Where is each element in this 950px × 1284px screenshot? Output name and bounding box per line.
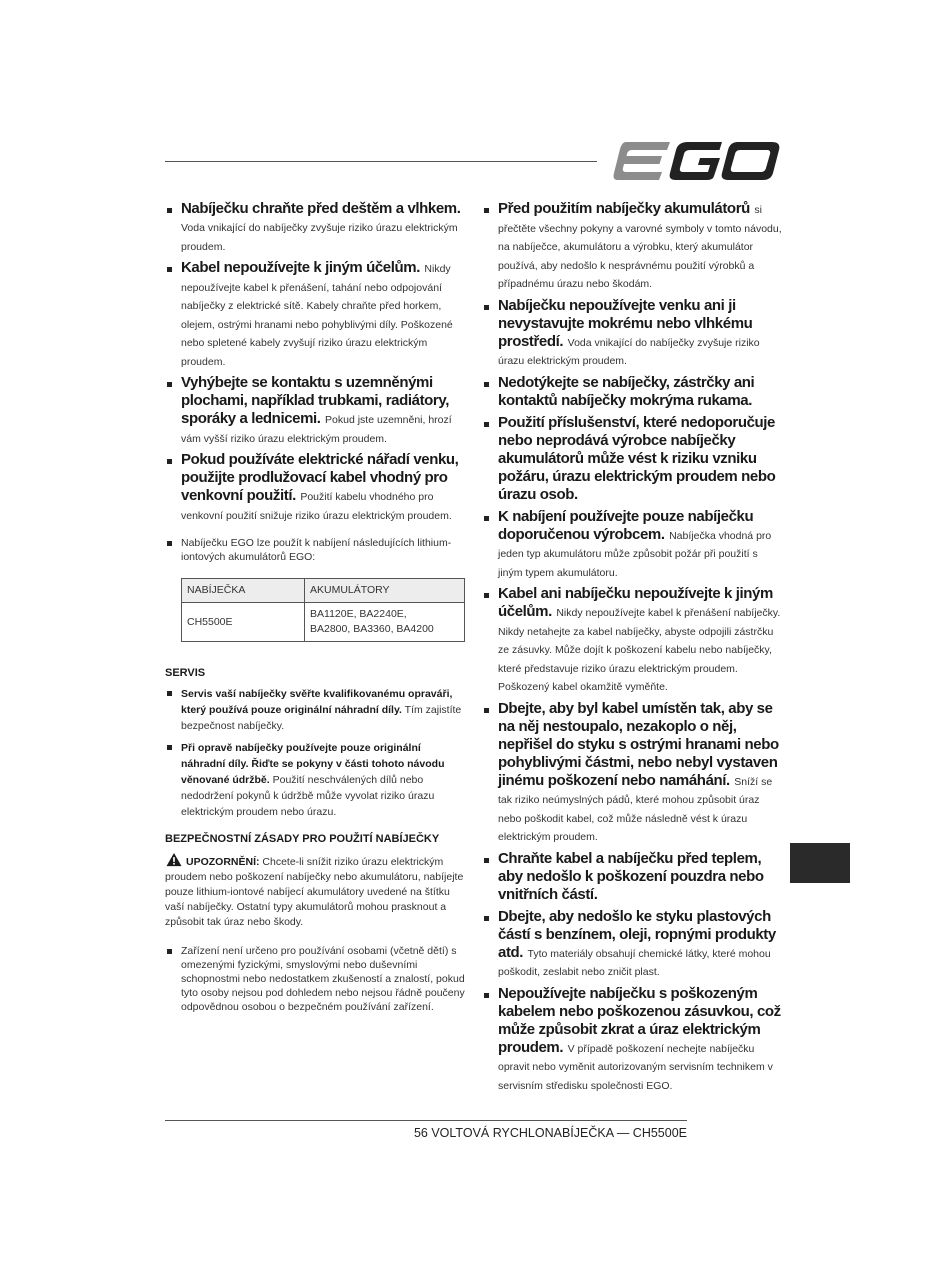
safety-item-heading: Před použitím nabíječky akumulátorů — [498, 200, 750, 217]
servis-item — [165, 686, 465, 734]
warning-triangle-icon — [165, 852, 183, 867]
page-footer: 56 VOLTOVÁ RYCHLONABÍJEČKA — CH5500E — [413, 1126, 687, 1140]
safety-item-text: Voda vnikající do nabíječky zvyšuje riziko úrazu elektrickým proudem. — [498, 336, 760, 367]
safety-item-text: Tyto materiály obsahují chemické látky, které mohou poškodit, zeslabit nebo zničit plast. — [498, 947, 771, 978]
safety-item — [482, 985, 782, 1095]
safety-item — [165, 200, 465, 255]
safety-item-heading: Nedotýkejte se nabíječky, zástrčky ani kontaktů nabíječky mokrýma rukama. — [498, 373, 755, 409]
servis-item-text: Tím zajistíte bezpečnost nabíječky. — [181, 704, 462, 732]
servis-title: SERVIS — [165, 667, 206, 679]
compat-table — [181, 578, 465, 642]
footer-rule — [165, 1120, 687, 1121]
safety-item — [482, 850, 782, 904]
safety-item — [165, 259, 465, 370]
safety-item-text: Nikdy nepoužívejte kabel k přenášení nabíječky. Nikdy netahejte za kabel nabíječky, abyste odpojili zástrčku ze zásuvky. Může dojít k poškození kabelu nebo nabíječky, které představuje riziko úrazu elektrickým proudem. Poškozený kabel okamžitě vyměňte. — [498, 607, 781, 693]
safety-item — [482, 508, 782, 582]
safety-item-text: Sníží se tak riziko neúmyslných pádů, které mohou způsobit úraz nebo poškodit kabel, což může následně vést k úrazu elektrickým proudem. — [498, 775, 773, 843]
safety-item-text: si přečtěte všechny pokyny a varovné symboly v tomto návodu, na nabíječce, akumulátoru a výrobku, který akumulátor používá, aby nedošlo k nesprávnému použití výrobků a případnému úrazu nebo škodám. — [498, 204, 782, 290]
language-tab — [790, 843, 850, 883]
safety-item-text: Nikdy nepoužívejte kabel k přenášení, tahání nebo odpojování nabíječky z elektrické sítě. Kabely chraňte před horkem, olejem, ostrými hranami nebo pohyblivými díly. Poškozené nebo spletené kabely zvyšují riziko úrazu elektrickým proudem. — [181, 263, 453, 368]
safety-item-heading: Kabel ani nabíječku nepoužívejte k jiným účelům. — [498, 585, 773, 620]
device-note: Zařízení není určeno pro používání osobami (včetně dětí) s omezenými fyzickými, smyslovými nebo duševními schopnostmi nebo nedostatkem zkušeností a znalostí, pokud tyto osoby nejsou pod dohledem nebo nejsou řádně poučeny odpovědnou osobou o bezpečném používání zařízení. — [165, 944, 465, 1014]
table-header-batteries: AKUMULÁTORY — [305, 579, 465, 603]
left-column — [165, 200, 465, 1020]
safety-item-text: V případě poškození nechejte nabíječku opravit nebo vyměnit autorizovaným servisním technikem v servisním středisku společnosti EGO. — [498, 1042, 773, 1092]
table-header-charger: NABÍJEČKA — [182, 579, 305, 603]
safety-item — [482, 585, 782, 696]
servis-item-text: Použití neschválených dílů nebo nedodržení pokynů k údržbě může vyvolat riziko úrazu elektrickým proudem nebo úrazu. — [181, 774, 435, 818]
safety-item-heading: Chraňte kabel a nabíječku před teplem, aby nedošlo k poškození pouzdra nebo vnitřních částí. — [498, 849, 764, 903]
ego-logo — [612, 140, 782, 182]
warning-paragraph: UPOZORNĚNÍ: Chcete-li snížit riziko úrazu elektrickým proudem nebo poškození nabíječky nebo akumulátoru, nabíjejte pouze lithium-iontové nabíjecí akumulátory uvedené na štítku vaší nabíječky. Ostatní typy akumulátorů mohou prasknout a způsobit tak úraz nebo škody. — [165, 852, 465, 930]
safety-item — [165, 374, 465, 447]
servis-item-bold: Servis vaší nabíječky svěřte kvalifikovanému opraváři, který používá pouze originální náhradní díly. — [181, 688, 453, 716]
safety-item-heading: Dbejte, aby nedošlo ke styku plastových částí s benzínem, oleji, ropnými produkty atd. — [498, 907, 776, 961]
safety-item-text: Voda vnikající do nabíječky zvyšuje riziko úrazu elektrickým proudem. — [181, 222, 458, 253]
table-cell-batteries: BA1120E, BA2240E, BA2800, BA3360, BA4200 — [305, 603, 465, 642]
safety-item-heading: Nepoužívejte nabíječku s poškozeným kabelem nebo poškozenou zásuvkou, což může způsobit zkrat a úraz elektrickým proudem. — [498, 984, 781, 1056]
safety-item-heading: K nabíjení používejte pouze nabíječku doporučenou výrobcem. — [498, 507, 754, 543]
servis-item — [165, 740, 465, 820]
safety-item-heading: Použití příslušenství, které nedoporučuje nebo neprodává výrobce nabíječky akumulátorů může vést k riziku vzniku požáru, úrazu elektrickým proudem nebo úrazu osob. — [498, 413, 776, 503]
safety-item — [482, 200, 782, 293]
safety-item — [482, 908, 782, 981]
safety-item-heading: Pokud používáte elektrické nářadí venku, použijte prodlužovací kabel vhodný pro venkovní použití. — [181, 451, 459, 504]
ego-compat-note: Nabíječku EGO lze použít k nabíjení následujících lithium-iontových akumulátorů EGO: — [165, 536, 465, 564]
header-rule — [165, 161, 597, 162]
safety-item-heading: Nabíječku nepoužívejte venku ani ji nevystavujte mokrému nebo vlhkému prostředí. — [498, 296, 753, 350]
safety-item — [482, 297, 782, 370]
safety-item-text: Nabíječka vhodná pro jeden typ akumulátoru může způsobit požár při použití s jiným typem akumulátoru. — [498, 529, 772, 579]
safety-item-heading: Nabíječku chraňte před deštěm a vlhkem. — [181, 200, 461, 217]
safety-item-heading: Kabel nepoužívejte k jiným účelům. — [181, 259, 420, 276]
safety-item — [482, 700, 782, 846]
safety-item-heading: Vyhýbejte se kontaktu s uzemněnými plochami, například trubkami, radiátory, sporáky a lednicemi. — [181, 374, 449, 427]
table-cell-charger: CH5500E — [182, 603, 305, 642]
servis-item-bold: Při opravě nabíječky používejte pouze originální náhradní díly. Řiďte se pokyny v části tohoto návodu věnované údržbě. — [181, 742, 445, 786]
warning-label: UPOZORNĚNÍ: — [186, 856, 260, 868]
safety-item-text: Pokud jste uzemněni, hrozí vám vyšší riziko úrazu elektrickým proudem. — [181, 414, 452, 445]
safety-item — [482, 374, 782, 410]
safety-item-text: Použití kabelu vhodného pro venkovní použití snižuje riziko úrazu elektrickým proudem. — [181, 491, 452, 522]
safety-item — [482, 414, 782, 504]
right-column — [482, 200, 782, 1098]
safety-title: BEZPEČNOSTNÍ ZÁSADY PRO POUŽITÍ NABÍJEČKY — [165, 833, 440, 845]
safety-item — [165, 451, 465, 524]
safety-item-heading: Dbejte, aby byl kabel umístěn tak, aby se na něj nestoupalo, nezakoplo o něj, nepřišel do styku s ostrými hranami nebo pohyblivými částmi, nebo nebyl vystaven jinému poškození nebo namáhání. — [498, 699, 779, 789]
